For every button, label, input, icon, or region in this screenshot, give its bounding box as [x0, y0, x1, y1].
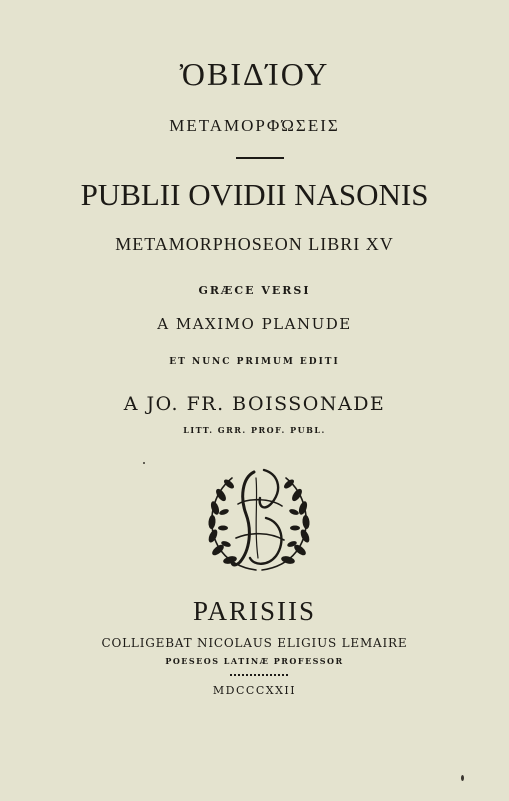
- graece-versi-line: GRÆCE VERSI: [198, 284, 311, 297]
- publisher-line: COLLIGEBAT NICOLAUS ELIGIUS LEMAIRE: [101, 636, 408, 650]
- paper-speck: [461, 775, 464, 781]
- publisher-title-line: POESEOS LATINÆ PROFESSOR: [165, 656, 344, 666]
- editor-title-line: LITT. GRR. PROF. PUBL.: [183, 425, 326, 435]
- greek-subtitle: ΜΕΤΑΜΟΡΦΏΣΕΙΣ: [169, 116, 340, 135]
- latin-subtitle: METAMORPHOSEON LIBRI XV: [115, 234, 394, 254]
- latin-title: PUBLII OVIDII NASONIS: [80, 177, 429, 212]
- monogram-wreath-emblem: [196, 458, 322, 578]
- imprint-year: MDCCCXXII: [212, 684, 297, 697]
- title-rule: [236, 157, 284, 159]
- city-line: PARISIIS: [192, 596, 317, 626]
- editor-line: A JO. FR. BOISSONADE: [123, 393, 386, 415]
- greek-title: ὈΒΙΔΊΟΥ: [179, 56, 330, 92]
- paper-speck: [143, 462, 145, 464]
- translator-line: A MAXIMO PLANUDE: [157, 315, 352, 333]
- ornamental-dotted-rule: [230, 674, 290, 676]
- et-nunc-line: ET NUNC PRIMUM EDITI: [169, 357, 340, 367]
